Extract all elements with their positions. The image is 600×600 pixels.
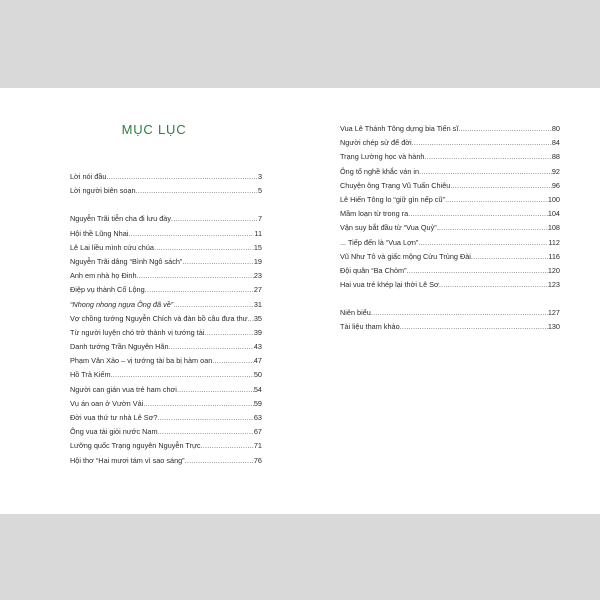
toc-leader-dots <box>471 250 548 264</box>
toc-entry <box>340 193 560 207</box>
toc-leader-dots <box>177 383 254 397</box>
toc-leader-dots <box>169 340 254 354</box>
toc-entry-page: 112 <box>548 237 560 247</box>
toc-entry-page: 31 <box>253 299 262 309</box>
toc-entry-title: Tài liệu tham khảo <box>340 322 400 332</box>
toc-leader-dots <box>185 454 254 468</box>
toc-entry-title: Danh tướng Trần Nguyên Hãn <box>70 342 169 352</box>
toc-left-column <box>70 170 262 468</box>
toc-entry <box>340 236 560 250</box>
toc-entry-page: 3 <box>257 172 262 181</box>
toc-entry-page: 5 <box>257 186 262 196</box>
toc-entry-page: 100 <box>547 194 560 204</box>
toc-leader-dots <box>437 221 548 235</box>
toc-leader-dots <box>407 264 548 278</box>
toc-entry-page: 15 <box>253 242 262 252</box>
toc-entry <box>340 250 560 264</box>
toc-entry-title: Lưỡng quốc Trạng nguyên Nguyễn Trực <box>70 441 201 451</box>
toc-leader-dots <box>418 236 548 250</box>
toc-entry-title: Hai vua trẻ khép lại thời Lê Sơ <box>340 280 439 290</box>
toc-leader-dots <box>450 179 552 193</box>
toc-entry-title: Ông vua tài giỏi nước Nam <box>70 427 158 437</box>
toc-entry-title: ... Tiếp đến là “Vua Lợn” <box>340 237 419 247</box>
book-page <box>0 88 600 514</box>
toc-entry-page: 96 <box>551 180 560 190</box>
toc-entry <box>70 298 262 312</box>
toc-gap <box>340 292 560 306</box>
toc-entry <box>70 439 262 453</box>
toc-entry <box>340 320 560 334</box>
toc-right-column <box>340 122 560 335</box>
toc-entry-page: 88 <box>551 152 560 162</box>
toc-leader-dots <box>408 207 548 221</box>
toc-entry <box>70 184 262 198</box>
toc-entry <box>70 312 262 326</box>
toc-entry-title: Mầm loạn từ trong ra <box>340 209 409 219</box>
toc-entry-page: 47 <box>253 356 262 366</box>
toc-entry-title: Nguyễn Trãi dâng “Bình Ngô sách” <box>70 256 183 266</box>
toc-entry-page: 7 <box>257 214 262 224</box>
toc-leader-dots <box>158 425 254 439</box>
toc-entry <box>340 136 560 150</box>
toc-entry <box>340 207 560 221</box>
toc-entry-title: Chuyện ông Trạng Vũ Tuấn Chiêu <box>340 180 451 190</box>
toc-leader-dots <box>137 269 254 283</box>
toc-entry-title: Lê Hiến Tông lo “giữ gìn nếp cũ” <box>340 194 445 204</box>
toc-entry-title: Người chép sử để đời <box>340 138 412 148</box>
toc-leader-dots <box>173 298 254 312</box>
toc-entry-page: 27 <box>253 285 262 295</box>
toc-entry-page: 54 <box>253 384 262 394</box>
toc-leader-dots <box>445 193 548 207</box>
toc-entry-page: 23 <box>253 271 262 281</box>
toc-entry <box>70 269 262 283</box>
toc-entry <box>340 278 560 292</box>
toc-leader-dots <box>171 212 258 226</box>
toc-entry-title: “Nhong nhong ngựa Ông đã về” <box>70 299 174 309</box>
toc-entry <box>70 283 262 297</box>
toc-entry <box>70 326 262 340</box>
toc-entry-page: 120 <box>547 265 560 275</box>
toc-entry <box>70 397 262 411</box>
toc-entry <box>70 340 262 354</box>
toc-entry <box>340 221 560 235</box>
toc-entry-title: Vua Lê Thánh Tông dựng bia Tiến sĩ <box>340 124 459 133</box>
toc-entry-title: Trạng Lường học và hành <box>340 152 425 162</box>
toc-entry-page: 92 <box>551 166 560 176</box>
toc-entry-page: 108 <box>547 223 560 233</box>
toc-entry-title: Lê Lai liều mình cứu chúa <box>70 242 154 252</box>
toc-leader-dots <box>400 320 548 334</box>
toc-entry <box>340 122 560 136</box>
toc-entry-title: Vụ án oan ở Vườn Vải <box>70 398 144 408</box>
toc-entry <box>70 227 262 241</box>
toc-entry <box>340 179 560 193</box>
toc-entry-title: Nguyễn Trãi tiễn cha đi lưu đày <box>70 214 172 224</box>
toc-leader-dots <box>419 165 552 179</box>
toc-entry-title: Đội quân “Ba Chỏm” <box>340 265 407 275</box>
toc-entry <box>340 264 560 278</box>
toc-leader-dots <box>106 170 258 184</box>
toc-leader-dots <box>128 227 254 241</box>
toc-entry-page: 39 <box>253 327 262 337</box>
toc-leader-dots <box>204 326 253 340</box>
toc-entry <box>70 383 262 397</box>
toc-leader-dots <box>143 397 254 411</box>
toc-leader-dots <box>145 283 254 297</box>
toc-entry-title: Điệp vụ thành Cổ Lộng <box>70 285 145 295</box>
toc-entry-title: Hội thơ “Hai mươi tám vì sao sáng” <box>70 455 185 465</box>
toc-entry-page: 67 <box>253 427 262 437</box>
toc-leader-dots <box>111 368 254 382</box>
toc-leader-dots <box>201 439 254 453</box>
toc-entry <box>340 165 560 179</box>
toc-entry <box>70 425 262 439</box>
toc-leader-dots <box>154 241 254 255</box>
toc-entry <box>70 368 262 382</box>
toc-entry-title: Phạm Văn Xảo – vị tướng tài ba bị hàm oan <box>70 356 213 366</box>
toc-entry-title: Vận suy bắt đầu từ “Vua Quỷ” <box>340 223 437 233</box>
toc-entry-page: 130 <box>547 322 560 332</box>
toc-entry <box>70 170 262 184</box>
toc-entry-title: Lời nói đầu <box>70 172 107 181</box>
toc-entry-title: Ông tổ nghề khắc ván in <box>340 166 420 176</box>
toc-entry-title: Anh em nhà họ Đinh <box>70 271 137 281</box>
toc-leader-dots <box>439 278 548 292</box>
toc-entry-title: Từ người luyện chó trở thành vị tướng tài <box>70 327 205 337</box>
toc-entry-page: 50 <box>253 370 262 380</box>
toc-entry <box>70 354 262 368</box>
toc-entry <box>70 454 262 468</box>
toc-leader-dots <box>412 136 552 150</box>
toc-entry-title: Đời vua thứ tư nhà Lê Sơ? <box>70 413 158 422</box>
toc-entry-page: 43 <box>253 342 262 352</box>
toc-entry-title: Hồ Trả Kiếm <box>70 370 111 380</box>
toc-entry-page: 116 <box>548 251 560 261</box>
toc-gap <box>70 198 262 212</box>
toc-entry-page: 123 <box>547 280 560 290</box>
toc-entry-page: 76 <box>253 455 262 465</box>
toc-entry-title: Vũ Như Tô và giấc mộng Cửu Trùng Đài <box>340 251 471 261</box>
toc-entry-page: 35 <box>253 313 262 323</box>
toc-leader-dots <box>371 306 548 320</box>
toc-entry-title: Lời người biên soạn <box>70 186 136 196</box>
toc-entry <box>70 255 262 269</box>
toc-entry <box>340 306 560 320</box>
toc-entry-page: 63 <box>253 413 262 422</box>
toc-entry <box>70 212 262 226</box>
toc-entry-page: 80 <box>551 124 560 133</box>
toc-leader-dots <box>212 354 254 368</box>
toc-entry <box>340 150 560 164</box>
toc-entry-page: 104 <box>547 209 560 219</box>
toc-entry-page: 59 <box>253 398 262 408</box>
toc-entry <box>70 411 262 425</box>
toc-leader-dots <box>182 255 254 269</box>
toc-entry <box>70 241 262 255</box>
toc-leader-dots <box>424 150 551 164</box>
toc-entry-title: Niên biểu <box>340 308 371 318</box>
toc-leader-dots <box>158 411 254 425</box>
toc-leader-dots <box>136 184 258 198</box>
toc-entry-title: Người can gián vua trẻ ham chơi <box>70 384 177 394</box>
toc-entry-page: 84 <box>551 138 560 148</box>
toc-entry-title: Hội thề Lũng Nhai <box>70 228 129 238</box>
toc-entry-page: 19 <box>253 256 262 266</box>
toc-entry-page: 11 <box>254 228 262 238</box>
toc-entry-page: 71 <box>253 441 262 451</box>
toc-entry-title: Vợ chồng tướng Nguyễn Chích và đàn bồ câu đưa thư <box>70 313 248 323</box>
toc-leader-dots <box>458 122 552 136</box>
page-title: MỤC LỤC <box>121 122 187 137</box>
toc-entry-page: 127 <box>547 308 560 318</box>
